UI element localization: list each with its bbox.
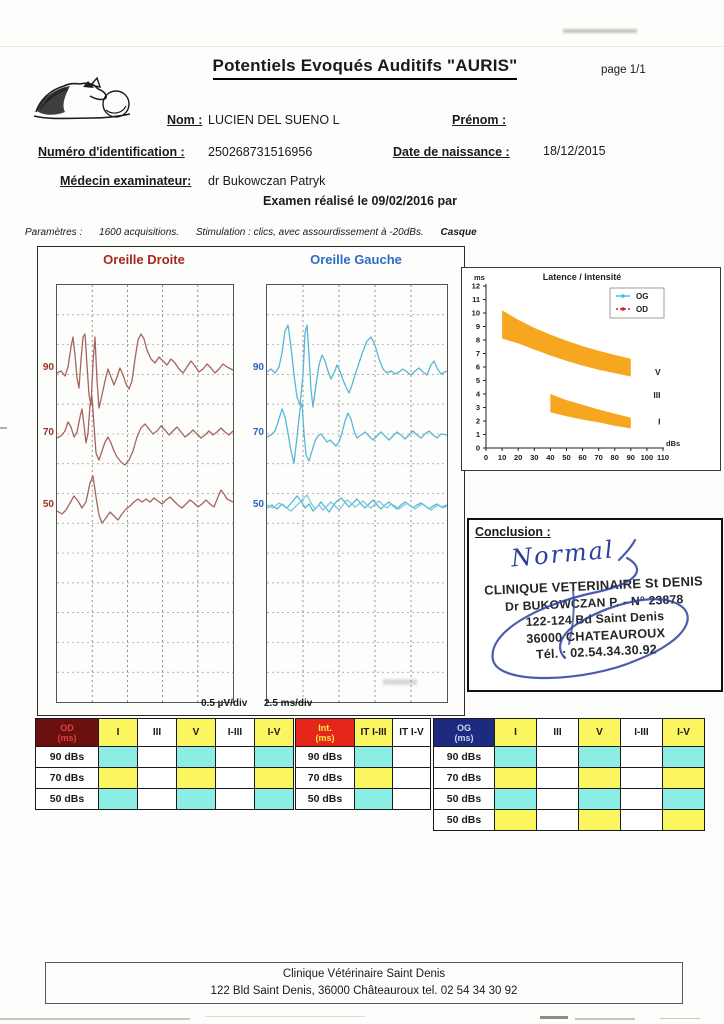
x-unit-label: dBs bbox=[666, 439, 681, 448]
value-cell bbox=[99, 768, 138, 789]
parameters-casque: Casque bbox=[440, 227, 477, 238]
db-label-og-70: 70 bbox=[252, 427, 264, 438]
id-label: Numéro d'identification : bbox=[38, 145, 185, 159]
stamp-line: Dr BUKOWCZAN P. - N° 23878 bbox=[504, 591, 684, 614]
table-og bbox=[433, 718, 705, 831]
od_waves-svg bbox=[57, 285, 233, 702]
value-cell bbox=[663, 810, 705, 831]
value-cell bbox=[355, 789, 393, 810]
scan-smudge bbox=[540, 1016, 568, 1019]
y-tick-label: 10 bbox=[471, 308, 480, 318]
footer-line2: 122 Bld Saint Denis, 36000 Châteauroux tel. 02 54 34 30 92 bbox=[210, 985, 518, 997]
value-cell bbox=[99, 747, 138, 768]
conclusion-box bbox=[467, 518, 723, 692]
y-unit-label: ms bbox=[474, 273, 485, 282]
value-cell bbox=[216, 789, 255, 810]
parameters-line bbox=[25, 227, 491, 238]
id-value: 250268731516956 bbox=[208, 145, 313, 159]
column-header: V bbox=[579, 719, 621, 747]
waveform-trace-50a bbox=[267, 496, 447, 512]
row-label: 50 dBs bbox=[36, 789, 99, 810]
table-corner-header: OD (ms) bbox=[36, 719, 99, 747]
column-header: I bbox=[99, 719, 138, 747]
value-cell bbox=[255, 789, 294, 810]
x-tick-label: 30 bbox=[530, 453, 539, 462]
db-label-og-50: 50 bbox=[252, 499, 264, 510]
left-ear-title: Oreille Gauche bbox=[310, 252, 402, 267]
legend-dot-OG bbox=[621, 294, 625, 298]
row-label: 50 dBs bbox=[434, 810, 495, 831]
stamp-line: 36000 CHATEAUROUX bbox=[526, 625, 666, 646]
x-tick-label: 70 bbox=[594, 453, 603, 462]
value-cell bbox=[177, 768, 216, 789]
page-title: Potentiels Evoqués Auditifs "AURIS" bbox=[213, 56, 518, 80]
legend-label-OG: OG bbox=[636, 292, 649, 301]
scan-smudge bbox=[563, 29, 637, 33]
scan-smudge bbox=[575, 1018, 635, 1020]
x-tick-label: 60 bbox=[578, 453, 587, 462]
row-label: 70 dBs bbox=[434, 768, 495, 789]
clinic-logo-sketch bbox=[30, 74, 138, 129]
value-cell bbox=[99, 789, 138, 810]
x-tick-label: 20 bbox=[514, 453, 523, 462]
latency-chart-title: Latence / Intensité bbox=[542, 272, 622, 282]
waveform-trace-90 bbox=[57, 334, 233, 408]
legend-dot-OD bbox=[621, 307, 625, 311]
value-cell bbox=[537, 747, 579, 768]
y-tick-label: 3 bbox=[475, 403, 480, 412]
footer-line1: Clinique Vétérinaire Saint Denis bbox=[282, 968, 446, 980]
value-cell bbox=[255, 768, 294, 789]
x-tick-label: 90 bbox=[626, 453, 635, 462]
og_waves-svg bbox=[267, 285, 447, 702]
y-tick-label: 0 bbox=[475, 443, 480, 453]
footer-box bbox=[45, 962, 683, 1004]
y-tick-label: 1 bbox=[475, 430, 480, 439]
column-header: I-V bbox=[255, 719, 294, 747]
page-number: page 1/1 bbox=[601, 64, 646, 76]
y-tick-label: 5 bbox=[475, 376, 480, 385]
db-label-og-90: 90 bbox=[252, 362, 264, 373]
row-label: 50 dBs bbox=[296, 789, 355, 810]
scale-ms-label: 2.5 ms/div bbox=[264, 698, 313, 709]
x-tick-label: 100 bbox=[640, 453, 654, 462]
value-cell bbox=[355, 747, 393, 768]
medecin-label: Médecin examinateur: bbox=[60, 174, 192, 188]
column-header: III bbox=[138, 719, 177, 747]
x-tick-label: 10 bbox=[497, 453, 507, 462]
value-cell bbox=[579, 768, 621, 789]
table-int bbox=[295, 718, 431, 810]
exam-line: Examen réalisé le 09/02/2016 par bbox=[263, 194, 457, 208]
conclusion-label: Conclusion : bbox=[475, 525, 551, 539]
value-cell bbox=[579, 789, 621, 810]
value-cell bbox=[216, 747, 255, 768]
stamp-line: Tél. : 02.54.34.30.92 bbox=[535, 642, 658, 662]
x-tick-label: 80 bbox=[610, 453, 619, 462]
value-cell bbox=[663, 747, 705, 768]
row-label: 90 dBs bbox=[36, 747, 99, 768]
x-tick-label: 0 bbox=[483, 453, 489, 462]
waveform-trace-70 bbox=[267, 403, 447, 463]
value-cell bbox=[495, 768, 537, 789]
value-cell bbox=[177, 747, 216, 768]
x-tick-label: 40 bbox=[546, 453, 555, 462]
x-tick-label: 50 bbox=[562, 453, 571, 462]
title-wrap bbox=[140, 56, 590, 80]
column-header: V bbox=[177, 719, 216, 747]
value-cell bbox=[216, 768, 255, 789]
value-cell bbox=[495, 810, 537, 831]
clinic-stamp bbox=[473, 573, 716, 666]
scan-smudge bbox=[0, 1018, 190, 1020]
x-tick-label: 110 bbox=[656, 453, 670, 462]
waveform-trace-70 bbox=[57, 397, 233, 465]
scan-smudge bbox=[205, 1016, 365, 1017]
y-tick-label: 2 bbox=[475, 416, 480, 426]
stamp-line: 122-124 Bd Saint Denis bbox=[525, 608, 665, 630]
latency-svg bbox=[462, 268, 720, 470]
value-cell bbox=[138, 768, 177, 789]
value-cell bbox=[393, 768, 431, 789]
y-tick-label: 7 bbox=[475, 349, 480, 358]
db-label-od-50: 50 bbox=[42, 499, 54, 510]
handwritten-conclusion: Normal bbox=[509, 535, 616, 573]
wave-label-I: I bbox=[658, 416, 661, 427]
dob-value: 18/12/2015 bbox=[543, 144, 606, 158]
value-cell bbox=[663, 789, 705, 810]
value-cell bbox=[393, 789, 431, 810]
value-cell bbox=[393, 747, 431, 768]
results-table-og bbox=[433, 718, 705, 831]
medecin-value: dr Bukowczan Patryk bbox=[208, 174, 326, 188]
column-header: I-III bbox=[216, 719, 255, 747]
scan-smudge bbox=[0, 427, 7, 429]
row-label: 70 dBs bbox=[296, 768, 355, 789]
y-tick-label: 8 bbox=[475, 335, 480, 345]
column-header: I-V bbox=[663, 719, 705, 747]
parameters-label: Paramètres : bbox=[25, 227, 83, 238]
waveform-trace-50 bbox=[57, 476, 233, 523]
value-cell bbox=[495, 789, 537, 810]
value-cell bbox=[495, 747, 537, 768]
row-label: 90 dBs bbox=[296, 747, 355, 768]
column-header: IT I-V bbox=[393, 719, 431, 747]
row-label: 50 dBs bbox=[434, 789, 495, 810]
wave-label-III: III bbox=[653, 390, 661, 401]
value-cell bbox=[177, 789, 216, 810]
latency-band-V bbox=[502, 310, 631, 376]
scale-uv-label: 0.5 µV/div bbox=[201, 698, 248, 709]
latency-intensity-chart bbox=[461, 267, 721, 471]
value-cell bbox=[621, 768, 663, 789]
right-ear-title: Oreille Droite bbox=[103, 252, 185, 267]
stamp-line: CLINIQUE VETERINAIRE St DENIS bbox=[483, 573, 704, 598]
nom-value: LUCIEN DEL SUENO L bbox=[208, 113, 340, 127]
value-cell bbox=[537, 768, 579, 789]
dob-label: Date de naissance : bbox=[393, 145, 510, 159]
y-tick-label: 12 bbox=[471, 281, 480, 291]
row-label: 70 dBs bbox=[36, 768, 99, 789]
y-tick-label: 6 bbox=[475, 362, 480, 372]
nom-label: Nom : bbox=[167, 113, 203, 127]
wave-label-V: V bbox=[654, 367, 661, 378]
value-cell bbox=[621, 789, 663, 810]
column-header: IT I-III bbox=[355, 719, 393, 747]
parameters-stimulation: Stimulation : clics, avec assourdissement à -20dBs. bbox=[195, 227, 424, 238]
latency-band-I bbox=[550, 394, 630, 428]
results-table-int bbox=[295, 718, 431, 810]
value-cell bbox=[255, 747, 294, 768]
column-header: I bbox=[495, 719, 537, 747]
table-corner-header: Int. (ms) bbox=[296, 719, 355, 747]
value-cell bbox=[579, 810, 621, 831]
db-label-od-70: 70 bbox=[42, 427, 54, 438]
scan-smudge bbox=[383, 679, 417, 685]
column-header: III bbox=[537, 719, 579, 747]
y-tick-label: 9 bbox=[475, 322, 480, 331]
value-cell bbox=[663, 768, 705, 789]
value-cell bbox=[138, 789, 177, 810]
results-table-od bbox=[35, 718, 294, 810]
row-label: 90 dBs bbox=[434, 747, 495, 768]
right-ear-waveform-chart bbox=[56, 284, 234, 703]
waveform-trace-90 bbox=[267, 325, 447, 407]
scan-top-rule bbox=[0, 46, 724, 47]
value-cell bbox=[621, 747, 663, 768]
y-tick-label: 4 bbox=[475, 389, 480, 399]
table-corner-header: OG (ms) bbox=[434, 719, 495, 747]
prenom-label: Prénom : bbox=[452, 113, 507, 127]
value-cell bbox=[537, 789, 579, 810]
column-header: I-III bbox=[621, 719, 663, 747]
scan-smudge bbox=[660, 1018, 700, 1019]
value-cell bbox=[537, 810, 579, 831]
legend-label-OD: OD bbox=[636, 305, 648, 314]
value-cell bbox=[355, 768, 393, 789]
value-cell bbox=[621, 810, 663, 831]
parameters-acquisitions: 1600 acquisitions. bbox=[99, 227, 180, 238]
waveforms-panel bbox=[37, 246, 465, 716]
y-tick-label: 11 bbox=[472, 295, 480, 304]
value-cell bbox=[579, 747, 621, 768]
value-cell bbox=[138, 747, 177, 768]
table-od bbox=[35, 718, 294, 810]
db-label-od-90: 90 bbox=[42, 362, 54, 373]
left-ear-waveform-chart bbox=[266, 284, 448, 703]
